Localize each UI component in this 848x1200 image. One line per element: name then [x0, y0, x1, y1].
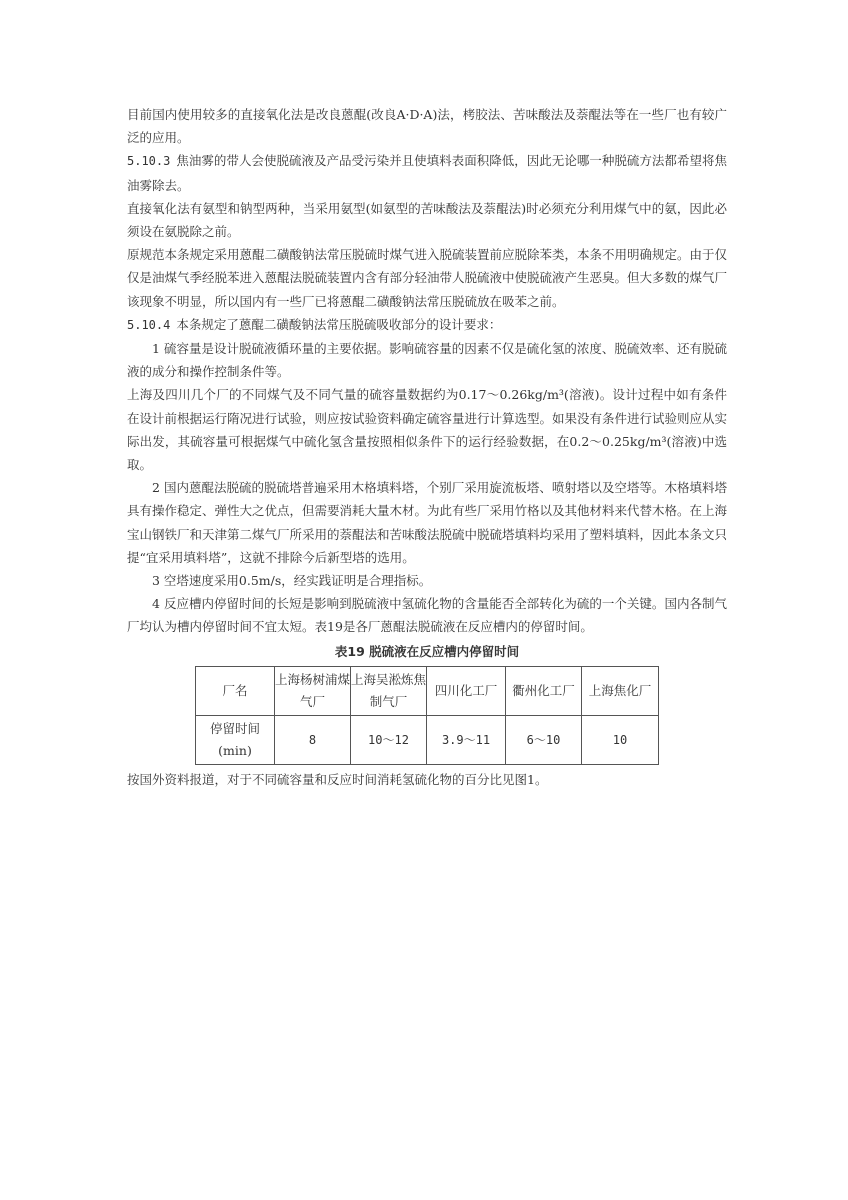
- paragraph: 按国外资料报道，对于不同硫容量和反应时间消耗氢硫化物的百分比见图1。: [127, 771, 548, 787]
- paragraph: 原规范本条规定采用蒽醌二磺酸钠法常压脱硫时煤气进入脱硫装置前应脱除苯类，本条不用明确规定。由于仅仅是油煤气季经脱苯进入蒽醌法脱硫装置内含有部分轻油带人脱硫液中使脱硫液产生恶臭。但大多数的煤气厂该现象不明显，所以国内有一些厂已将蒽醌二磺酸钠法常压脱硫放在吸苯之前。: [127, 247, 728, 309]
- table-row-label: 停留时间(min): [196, 715, 275, 764]
- paragraph: 目前国内使用较多的直接氧化法是改良蒽醌(改良A·D·A)法，栲胶法、苦味酸法及萘醌法等在一些厂也有较广泛的应用。: [127, 107, 727, 146]
- table-cell: 10: [582, 715, 659, 764]
- section-5-10-3: [127, 149, 727, 196]
- table-header-cell: 厂名: [196, 666, 275, 715]
- table-header-cell: 上海焦化厂: [582, 666, 659, 715]
- section-5-10-4: [127, 313, 727, 337]
- list-item-4: 4 反应槽内停留时间的长短是影响到脱硫液中氢硫化物的含量能否全部转化为硫的一个关键。国内各制气厂均认为槽内停留时间不宜太短。表19是各厂蒽醌法脱硫液在反应槽内的停留时间。: [127, 596, 727, 635]
- table-cell: 8: [275, 715, 351, 764]
- section-text: 本条规定了蒽醌二磺酸钠法常压脱硫吸收部分的设计要求：: [176, 316, 502, 332]
- section-text: 焦油雾的带人会使脱硫液及产品受污染并且使填料表面积降低，因此无论哪一种脱硫方法都希望将焦油雾除去。: [127, 153, 727, 193]
- list-item-1: 1 硫容量是设计脱硫液循环量的主要依据。影响硫容量的因素不仅是硫化氢的浓度、脱硫效率、还有脱硫液的成分和操作控制条件等。: [127, 341, 727, 380]
- table-header-cell: 四川化工厂: [427, 666, 506, 715]
- list-item-2: 2 国内蒽醌法脱硫的脱硫塔普遍采用木格填料塔，个别厂采用旋流板塔、喷射塔以及空塔等。木格填料塔具有操作稳定、弹性大之优点，但需要消耗大量木材。为此有些厂采用竹格以及其他材料来代替木格。在上海宝山钢铁厂和天津第二煤气厂所采用的萘醌法和苦味酸法脱硫中脱硫塔填料均采用了塑料填料，因此本条文只提“宜采用填料塔”，这就不排除今后新型塔的选用。: [127, 480, 728, 565]
- list-item-3: 3 空塔速度采用0.5m/s，经实践证明是合理指标。: [152, 573, 432, 589]
- residence-time-table: [195, 666, 659, 765]
- table-header-cell: 衢州化工厂: [506, 666, 582, 715]
- document-body: [127, 103, 727, 791]
- paragraph: 上海及四川几个厂的不同煤气及不同气量的硫容量数据约为0.17～0.26kg/m³(溶液)。设计过程中如有条件在设计前根据运行隋况进行试验，则应按试验资料确定硫容量进行计算选型。如果没有条件进行试验则应从实际出发，其硫容量可根据煤气中硫化氢含量按照相似条件下的运行经验数据，在0.2～0.25kg/m³(溶液)中选取。: [127, 387, 728, 473]
- section-number: 5.10.3: [127, 154, 171, 169]
- table-title: 表19 脱硫液在反应槽内停留时间: [334, 643, 520, 659]
- table-header-row: [196, 666, 659, 715]
- section-number: 5.10.4: [127, 317, 171, 332]
- table-header-cell: 上海杨树浦煤气厂: [275, 666, 351, 715]
- table-header-cell: 上海吴淞炼焦制气厂: [351, 666, 427, 715]
- paragraph: 直接氧化法有氨型和钠型两种，当采用氨型(如氨型的苦味酸法及萘醌法)时必须充分利用煤气中的氨，因此必须设在氨脱除之前。: [127, 200, 727, 240]
- table-cell: 10～12: [351, 715, 427, 764]
- table-cell: 6～10: [506, 715, 582, 764]
- table-cell: 3.9～11: [427, 715, 506, 764]
- table-row: [196, 715, 659, 764]
